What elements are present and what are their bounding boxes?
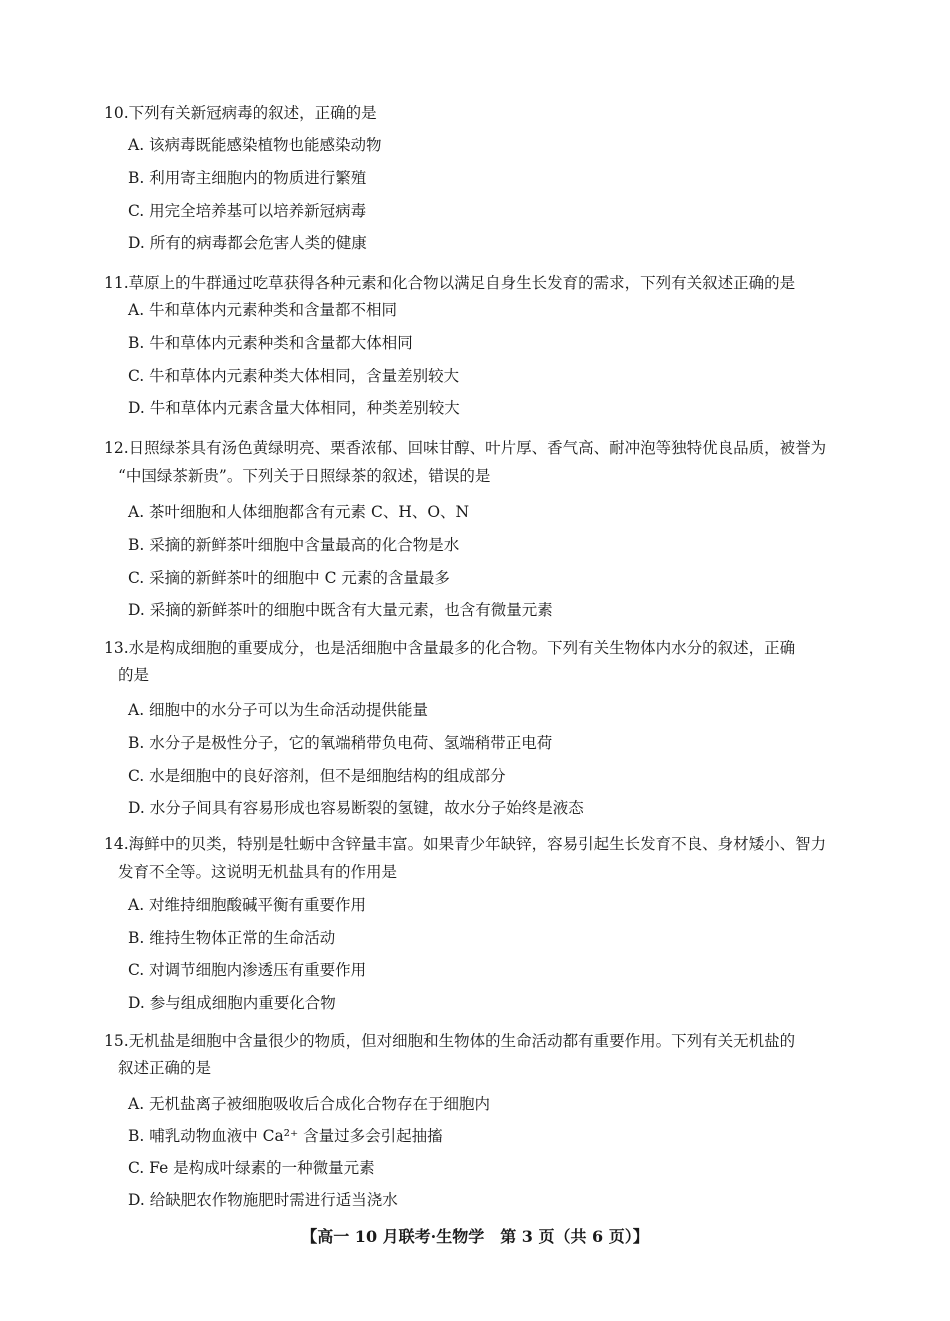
question-14-option-c: C. 对调节细胞内渗透压有重要作用 [128,961,367,979]
question-10-option-d: D. 所有的病毒都会危害人类的健康 [128,234,367,252]
question-11-option-a: A. 牛和草体内元素种类和含量都不相同 [128,301,398,319]
question-14-option-a: A. 对维持细胞酸碱平衡有重要作用 [128,896,367,914]
question-13-stem-line-1: 13.水是构成细胞的重要成分，也是活细胞中含量最多的化合物。下列有关生物体内水分的叙述，正确 [104,639,796,657]
page-footer: 【高一 10 月联考·生物学 第 3 页（共 6 页）】 [301,1227,649,1246]
question-15-stem-line-1: 15.无机盐是细胞中含量很少的物质，但对细胞和生物体的生命活动都有重要作用。下列有关无机盐的 [104,1032,796,1050]
question-10-option-b: B. 利用寄主细胞内的物质进行繁殖 [128,169,367,187]
question-10-option-c: C. 用完全培养基可以培养新冠病毒 [128,202,367,220]
question-12-option-b: B. 采摘的新鲜茶叶细胞中含量最高的化合物是水 [128,536,460,554]
question-11-option-b: B. 牛和草体内元素种类和含量都大体相同 [128,334,413,352]
question-13-option-d: D. 水分子间具有容易形成也容易断裂的氢键，故水分子始终是液态 [128,799,584,817]
question-15-option-c: C. Fe 是构成叶绿素的一种微量元素 [128,1159,375,1177]
question-14-option-b: B. 维持生物体正常的生命活动 [128,929,336,947]
question-13-option-c: C. 水是细胞中的良好溶剂，但不是细胞结构的组成部分 [128,767,506,785]
question-11-option-d: D. 牛和草体内元素含量大体相同，种类差别较大 [128,399,460,417]
question-13-stem-line-2: 的是 [118,666,150,684]
question-15-option-b: B. 哺乳动物血液中 Ca²⁺ 含量过多会引起抽搐 [128,1127,443,1145]
question-15-stem-line-2: 叙述正确的是 [118,1059,212,1077]
question-13-option-a: A. 细胞中的水分子可以为生命活动提供能量 [128,701,429,719]
question-14-stem-line-1: 14.海鲜中的贝类，特别是牡蛎中含锌量丰富。如果青少年缺锌，容易引起生长发育不良、身材矮小、智力 [104,835,827,853]
question-12-option-c: C. 采摘的新鲜茶叶的细胞中 C 元素的含量最多 [128,569,450,587]
question-13-option-b: B. 水分子是极性分子，它的氧端稍带负电荷、氢端稍带正电荷 [128,734,553,752]
question-11-stem: 11.草原上的牛群通过吃草获得各种元素和化合物以满足自身生长发育的需求，下列有关叙述正确的是 [104,274,796,292]
question-10-option-a: A. 该病毒既能感染植物也能感染动物 [128,136,382,154]
question-12-stem-line-1: 12.日照绿茶具有汤色黄绿明亮、栗香浓郁、回味甘醇、叶片厚、香气高、耐冲泡等独特优良品质，被誉为 [104,439,827,457]
question-15-option-a: A. 无机盐离子被细胞吸收后合成化合物存在于细胞内 [128,1095,491,1113]
question-12-option-d: D. 采摘的新鲜茶叶的细胞中既含有大量元素，也含有微量元素 [128,601,553,619]
question-15-option-d: D. 给缺肥农作物施肥时需进行适当浇水 [128,1191,398,1209]
question-12-stem-line-2: “中国绿茶新贵”。下列关于日照绿茶的叙述，错误的是 [118,467,491,485]
question-10-stem: 10.下列有关新冠病毒的叙述，正确的是 [104,104,377,122]
question-11-option-c: C. 牛和草体内元素种类大体相同，含量差别较大 [128,367,460,385]
question-14-stem-line-2: 发育不全等。这说明无机盐具有的作用是 [118,863,398,881]
question-14-option-d: D. 参与组成细胞内重要化合物 [128,994,336,1012]
question-12-option-a: A. 茶叶细胞和人体细胞都含有元素 C、H、O、N [128,503,470,521]
